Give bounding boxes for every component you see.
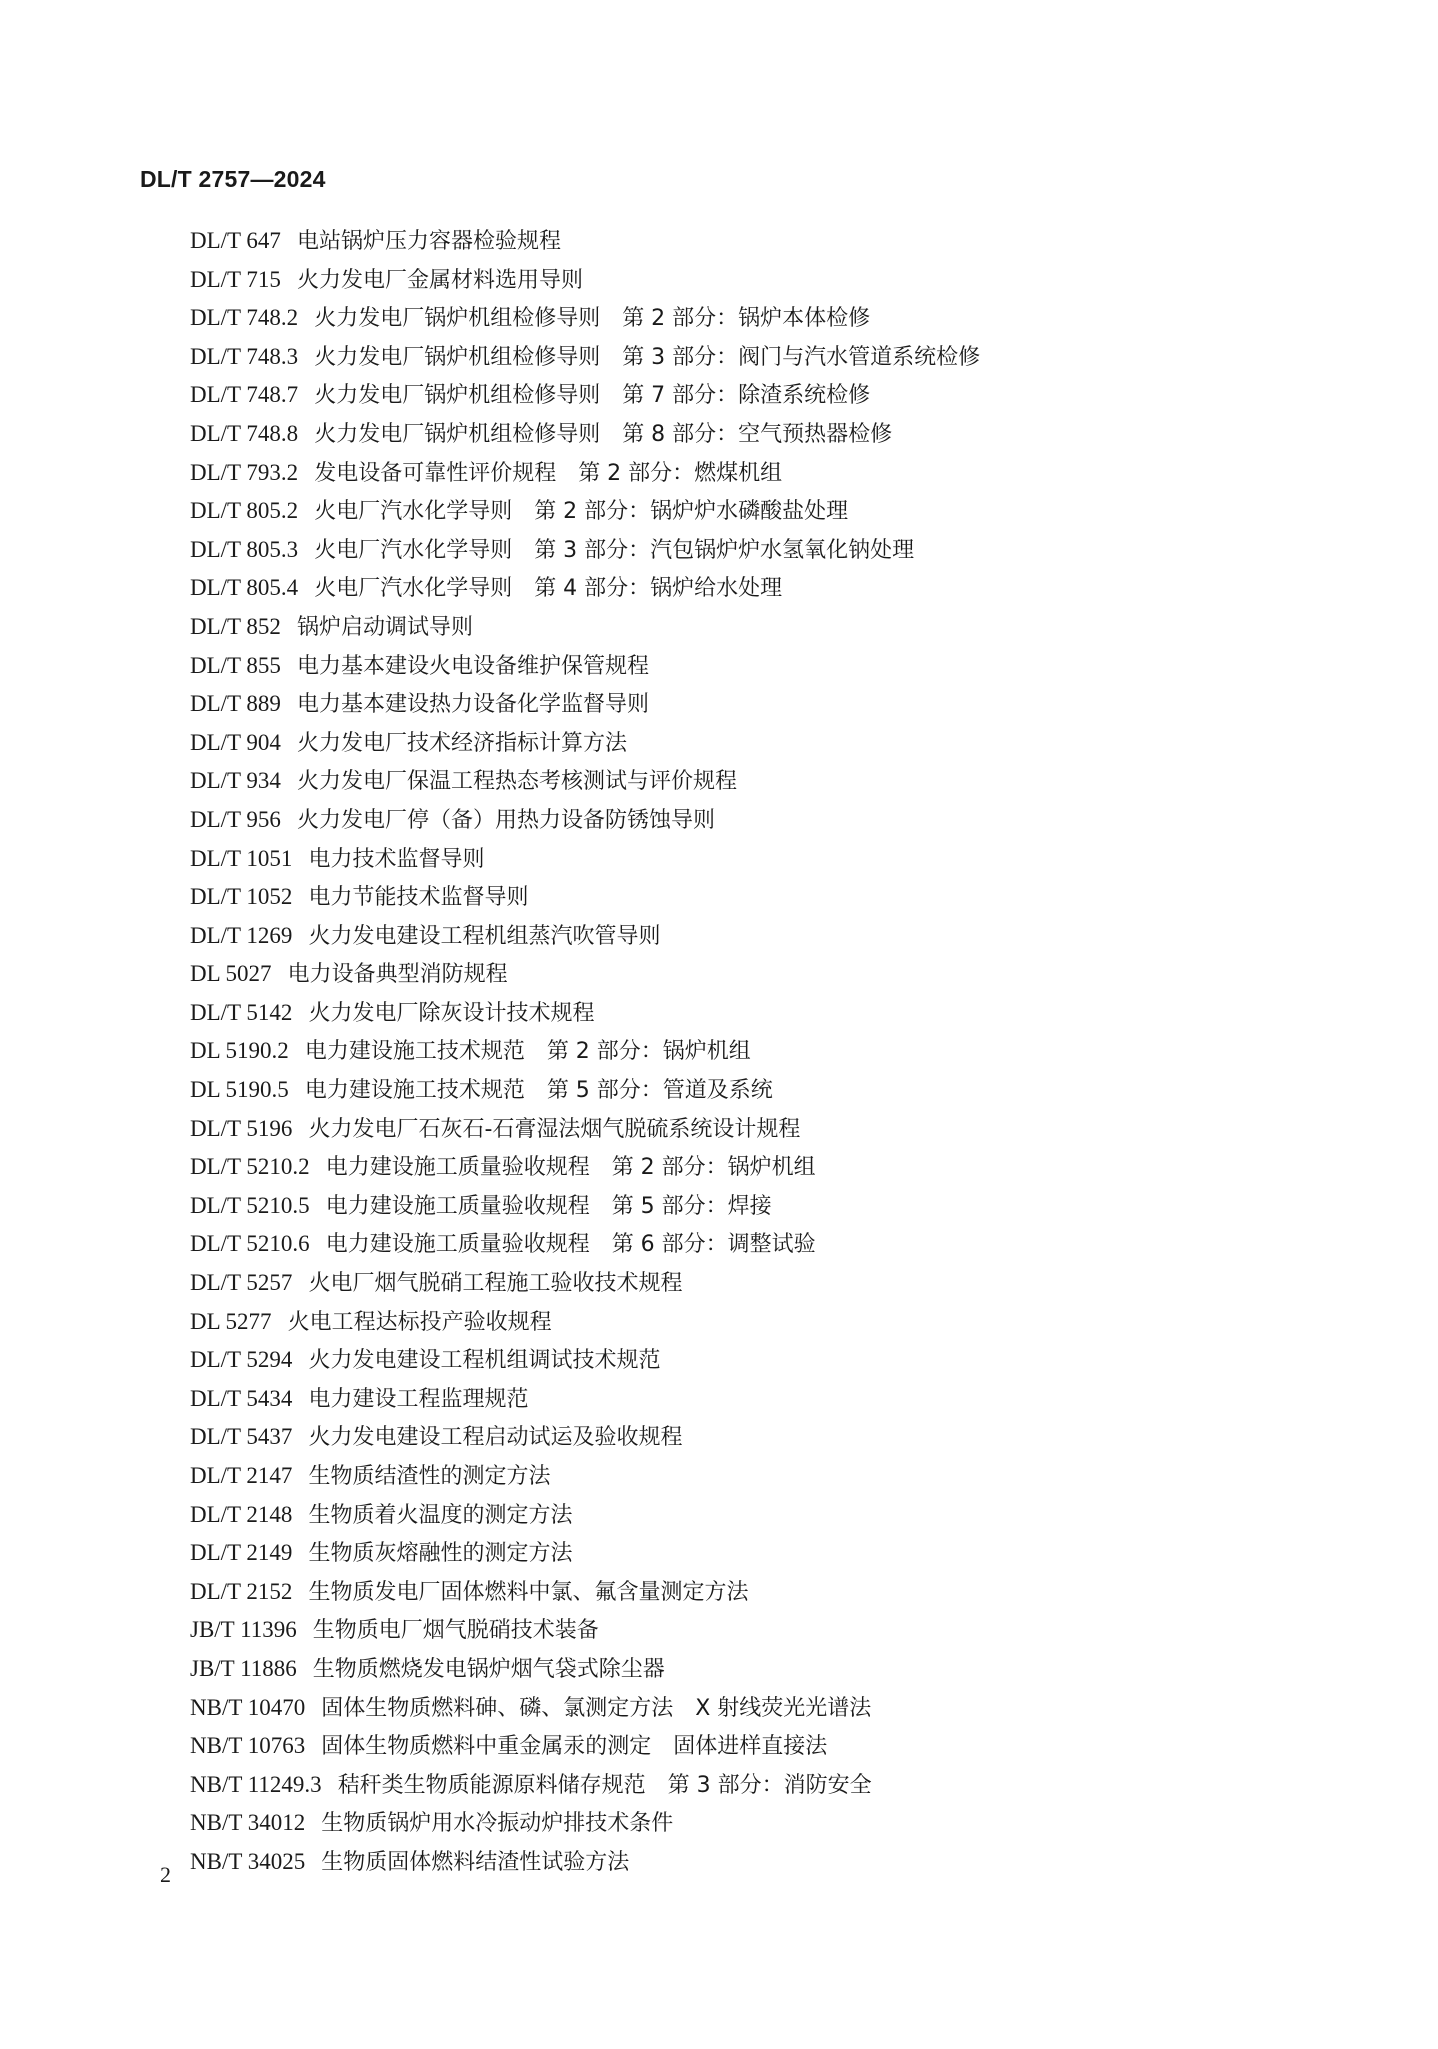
reference-item xyxy=(190,1496,980,1535)
reference-code: DL/T 715 xyxy=(190,266,281,292)
reference-code: DL/T 793.2 xyxy=(190,459,299,485)
reference-code: NB/T 10470 xyxy=(190,1694,306,1720)
reference-title: 电力建设施工质量验收规程 第 2 部分：锅炉机组 xyxy=(325,1155,816,1181)
standard-code-header: DL/T 2757—2024 xyxy=(140,166,326,192)
reference-code: DL/T 2147 xyxy=(190,1463,293,1488)
reference-code: JB/T 11886 xyxy=(190,1655,297,1681)
reference-item xyxy=(190,1110,980,1149)
reference-item xyxy=(190,1611,980,1650)
reference-title: 火力发电建设工程启动试运及验收规程 xyxy=(308,1425,683,1451)
reference-title: 火力发电厂保温工程热态考核测试与评价规程 xyxy=(296,769,737,795)
reference-code: DL/T 5210.6 xyxy=(190,1231,310,1257)
reference-title: 生物质发电厂固体燃料中氯、氟含量测定方法 xyxy=(308,1579,749,1605)
reference-title: 火力发电厂锅炉机组检修导则 第 2 部分：锅炉本体检修 xyxy=(314,306,871,332)
reference-title: 电力建设施工质量验收规程 第 6 部分：调整试验 xyxy=(325,1232,816,1258)
reference-item xyxy=(190,338,980,377)
reference-item xyxy=(190,376,980,415)
reference-code: DL 5190.2 xyxy=(190,1038,289,1064)
reference-title: 电力技术监督导则 xyxy=(308,846,485,872)
reference-title: 电力建设施工技术规范 第 5 部分：管道及系统 xyxy=(304,1078,773,1104)
reference-title: 火电厂汽水化学导则 第 4 部分：锅炉给水处理 xyxy=(314,576,783,602)
reference-code: DL/T 805.2 xyxy=(190,498,299,524)
reference-code: NB/T 10763 xyxy=(190,1733,306,1759)
reference-item xyxy=(190,608,980,647)
reference-title: 火力发电厂金属材料选用导则 xyxy=(296,267,583,293)
reference-item xyxy=(190,878,980,917)
reference-code: NB/T 34025 xyxy=(190,1848,306,1874)
reference-item xyxy=(190,1689,980,1728)
reference-title: 发电设备可靠性评价规程 第 2 部分：燃煤机组 xyxy=(314,460,783,486)
reference-item xyxy=(190,917,980,956)
reference-code: DL/T 5142 xyxy=(190,999,293,1025)
reference-code: DL/T 5437 xyxy=(190,1424,293,1450)
reference-title: 生物质燃烧发电锅炉烟气袋式除尘器 xyxy=(312,1656,665,1682)
reference-code: DL/T 1051 xyxy=(190,845,293,871)
reference-title: 火力发电建设工程机组蒸汽吹管导则 xyxy=(308,923,661,949)
reference-item xyxy=(190,1418,980,1457)
reference-item xyxy=(190,261,980,300)
page-number: 2 xyxy=(160,1862,171,1887)
reference-code: DL/T 5257 xyxy=(190,1270,293,1296)
reference-item xyxy=(190,1766,980,1805)
reference-item xyxy=(190,724,980,763)
reference-title: 电力节能技术监督导则 xyxy=(308,885,529,911)
reference-item xyxy=(190,1457,980,1496)
reference-title: 火力发电厂停（备）用热力设备防锈蚀导则 xyxy=(296,807,715,833)
reference-title: 火力发电厂技术经济指标计算方法 xyxy=(296,730,627,756)
reference-item xyxy=(190,994,980,1033)
reference-code: DL/T 748.2 xyxy=(190,305,299,331)
reference-item xyxy=(190,1032,980,1071)
reference-code: DL/T 5210.5 xyxy=(190,1192,310,1218)
reference-title: 秸秆类生物质能源原料储存规范 第 3 部分：消防安全 xyxy=(337,1772,872,1798)
reference-code: DL/T 748.7 xyxy=(190,382,299,408)
reference-title: 生物质锅炉用水冷振动炉排技术条件 xyxy=(321,1811,674,1837)
reference-code: DL/T 934 xyxy=(190,768,281,794)
reference-title: 生物质着火温度的测定方法 xyxy=(308,1502,573,1528)
reference-code: DL/T 2148 xyxy=(190,1501,293,1527)
reference-title: 锅炉启动调试导则 xyxy=(296,614,473,640)
reference-title: 火力发电厂锅炉机组检修导则 第 3 部分：阀门与汽水管道系统检修 xyxy=(314,344,981,370)
reference-title: 电力设备典型消防规程 xyxy=(287,962,508,988)
reference-code: DL 5027 xyxy=(190,961,272,987)
reference-code: DL/T 647 xyxy=(190,228,281,253)
reference-code: DL/T 956 xyxy=(190,806,281,832)
reference-item xyxy=(190,1071,980,1110)
reference-item xyxy=(190,1187,980,1226)
reference-item xyxy=(190,415,980,454)
reference-item xyxy=(190,531,980,570)
reference-item xyxy=(190,762,980,801)
reference-title: 电力基本建设火电设备维护保管规程 xyxy=(296,653,649,679)
reference-title: 固体生物质燃料砷、磷、氯测定方法 X 射线荧光光谱法 xyxy=(321,1695,872,1721)
reference-item xyxy=(190,222,980,261)
reference-title: 火力发电厂锅炉机组检修导则 第 7 部分：除渣系统检修 xyxy=(314,383,871,409)
reference-code: DL/T 2149 xyxy=(190,1540,293,1566)
reference-item xyxy=(190,492,980,531)
reference-title: 火电厂汽水化学导则 第 3 部分：汽包锅炉炉水氢氧化钠处理 xyxy=(314,537,915,563)
reference-title: 电站锅炉压力容器检验规程 xyxy=(296,229,561,254)
reference-item xyxy=(190,1303,980,1342)
reference-title: 火电工程达标投产验收规程 xyxy=(287,1309,552,1335)
reference-title: 电力基本建设热力设备化学监督导则 xyxy=(296,692,649,718)
reference-title: 火力发电厂除灰设计技术规程 xyxy=(308,1000,595,1026)
reference-title: 生物质固体燃料结渣性试验方法 xyxy=(321,1849,630,1875)
reference-title: 生物质结渣性的测定方法 xyxy=(308,1464,551,1489)
reference-title: 火力发电厂石灰石-石膏湿法烟气脱硫系统设计规程 xyxy=(308,1116,801,1142)
reference-code: DL 5277 xyxy=(190,1308,272,1334)
reference-title: 火力发电建设工程机组调试技术规范 xyxy=(308,1348,661,1374)
reference-item xyxy=(190,569,980,608)
reference-item xyxy=(190,299,980,338)
reference-item xyxy=(190,1341,980,1380)
reference-item xyxy=(190,1534,980,1573)
reference-title: 电力建设工程监理规范 xyxy=(308,1386,529,1412)
normative-references-list xyxy=(190,222,980,1882)
reference-code: DL/T 1269 xyxy=(190,922,293,948)
reference-item xyxy=(190,840,980,879)
reference-code: DL 5190.5 xyxy=(190,1077,289,1103)
reference-title: 火电厂汽水化学导则 第 2 部分：锅炉炉水磷酸盐处理 xyxy=(314,499,849,525)
reference-code: DL/T 748.8 xyxy=(190,420,299,446)
reference-item xyxy=(190,1573,980,1612)
reference-title: 生物质电厂烟气脱硝技术装备 xyxy=(312,1618,599,1644)
reference-code: NB/T 11249.3 xyxy=(190,1771,322,1797)
reference-code: DL/T 805.3 xyxy=(190,536,299,562)
reference-title: 电力建设施工质量验收规程 第 5 部分：焊接 xyxy=(325,1193,772,1219)
reference-title: 固体生物质燃料中重金属汞的测定 固体进样直接法 xyxy=(321,1734,828,1760)
reference-code: JB/T 11396 xyxy=(190,1617,297,1643)
reference-code: DL/T 5210.2 xyxy=(190,1154,310,1180)
reference-code: DL/T 805.4 xyxy=(190,575,299,601)
reference-item xyxy=(190,955,980,994)
reference-code: DL/T 5196 xyxy=(190,1115,293,1141)
reference-item xyxy=(190,685,980,724)
reference-item xyxy=(190,1727,980,1766)
reference-code: DL/T 2152 xyxy=(190,1578,293,1604)
reference-item xyxy=(190,1843,980,1882)
reference-item xyxy=(190,1148,980,1187)
reference-title: 电力建设施工技术规范 第 2 部分：锅炉机组 xyxy=(304,1039,751,1065)
reference-title: 火力发电厂锅炉机组检修导则 第 8 部分：空气预热器检修 xyxy=(314,421,893,447)
reference-code: NB/T 34012 xyxy=(190,1810,306,1836)
reference-item xyxy=(190,1804,980,1843)
reference-code: DL/T 1052 xyxy=(190,884,293,910)
reference-item xyxy=(190,1225,980,1264)
reference-title: 生物质灰熔融性的测定方法 xyxy=(308,1541,573,1567)
reference-code: DL/T 904 xyxy=(190,729,281,755)
reference-item xyxy=(190,1380,980,1419)
reference-code: DL/T 889 xyxy=(190,691,281,717)
reference-code: DL/T 5434 xyxy=(190,1385,293,1411)
reference-code: DL/T 855 xyxy=(190,652,281,678)
reference-item xyxy=(190,454,980,493)
reference-item xyxy=(190,801,980,840)
reference-code: DL/T 748.3 xyxy=(190,343,299,369)
reference-code: DL/T 852 xyxy=(190,613,281,639)
reference-item xyxy=(190,1264,980,1303)
reference-item xyxy=(190,647,980,686)
reference-code: DL/T 5294 xyxy=(190,1347,293,1373)
reference-title: 火电厂烟气脱硝工程施工验收技术规程 xyxy=(308,1271,683,1297)
reference-item xyxy=(190,1650,980,1689)
